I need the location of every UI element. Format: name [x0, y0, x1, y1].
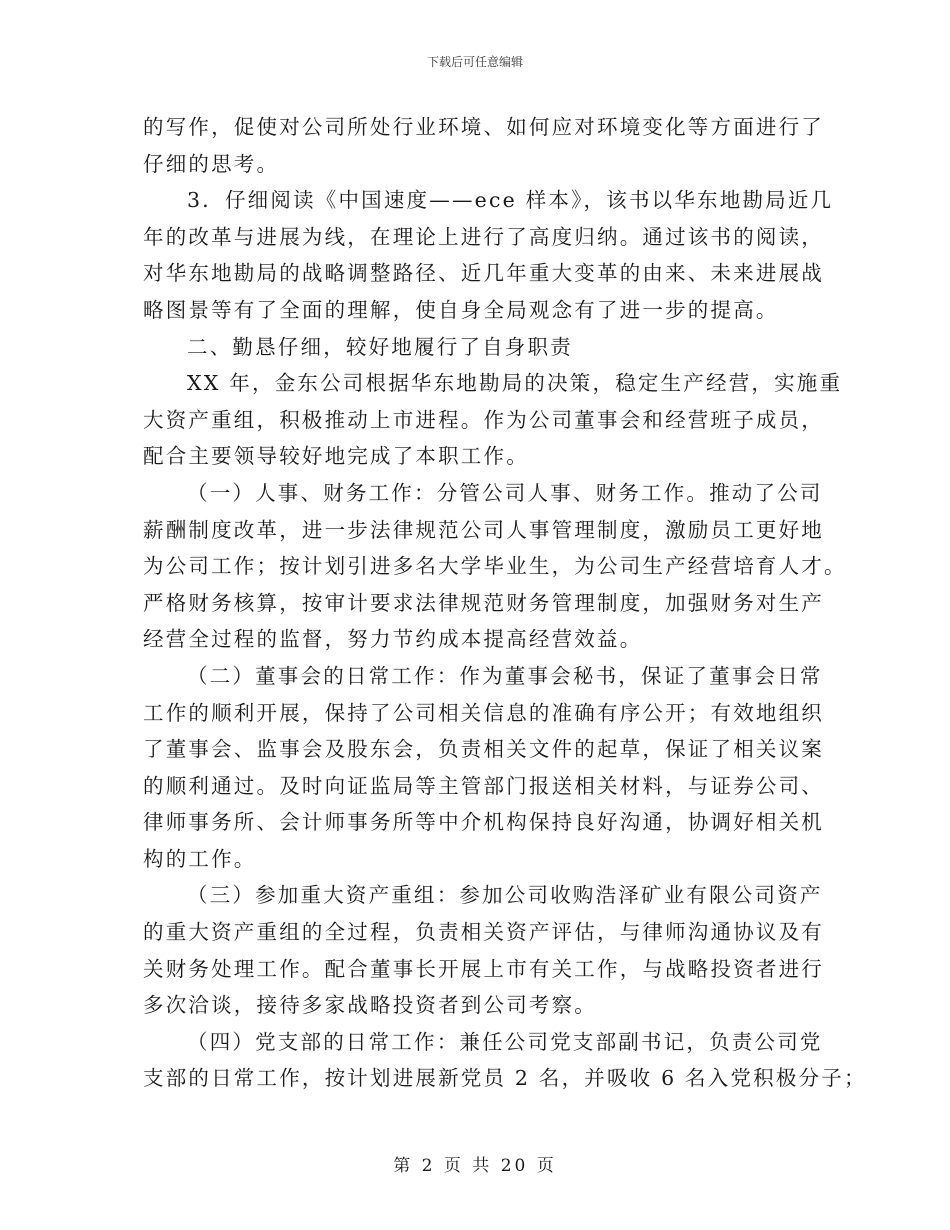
body-line: （三）参加重大资产重组：参加公司收购浩泽矿业有限公司资产: [187, 883, 823, 908]
body-line: 略图景等有了全面的理解，使自身全局观念有了进一步的提高。: [143, 297, 779, 322]
document-body: [143, 109, 867, 1097]
body-line: 3．仔细阅读《中国速度——ece 样本》，该书以华东地勘局近几: [187, 188, 834, 213]
body-line: 的顺利通过。及时向证监局等主管部门报送相关材料，与证券公司、: [143, 773, 824, 798]
body-line: 配合主要领导较好地完成了本职工作。: [143, 444, 529, 469]
body-line: 工作的顺利开展，保持了公司相关信息的准确有序公开；有效地组织: [143, 700, 824, 725]
body-line: XX 年，金东公司根据华东地勘局的决策，稳定生产经营，实施重: [187, 371, 843, 396]
body-line: 支部的日常工作，按计划进展新党员 2 名，并吸收 6 名入党积极分子；: [143, 1066, 867, 1091]
body-line: 关财务处理工作。配合董事长开展上市有关工作，与战略投资者进行: [143, 956, 824, 981]
body-line: 了董事会、监事会及股东会，负责相关文件的起草，保证了相关议案: [143, 737, 824, 762]
body-line: 构的工作。: [143, 846, 257, 871]
body-line: 律师事务所、会计师事务所等中介机构保持良好沟通，协调好相关机: [143, 810, 824, 835]
body-line: 经营全过程的监督，努力节约成本提高经营效益。: [143, 627, 643, 652]
body-line: 薪酬制度改革，进一步法律规范公司人事管理制度，激励员工更好地: [143, 517, 824, 542]
page-header: 下载后可任意编辑: [426, 55, 523, 69]
section-heading: 二、勤恳仔细，较好地履行了自身职责: [187, 334, 573, 359]
body-line: 的重大资产重组的全过程，负责相关资产评估，与律师沟通协议及有: [143, 920, 824, 945]
body-line: （二）董事会的日常工作：作为董事会秘书，保证了董事会日常: [187, 663, 823, 688]
body-line: 大资产重组，积极推动上市进程。作为公司董事会和经营班子成员，: [143, 407, 824, 432]
body-line: （四）党支部的日常工作：兼任公司党支部副书记，负责公司党: [187, 1029, 823, 1054]
body-line: 为公司工作；按计划引进多名大学毕业生，为公司生产经营培育人才。: [143, 554, 847, 579]
body-line: 多次洽谈，接待多家战略投资者到公司考察。: [143, 993, 597, 1018]
body-line: （一）人事、财务工作：分管公司人事、财务工作。推动了公司: [187, 480, 823, 505]
body-line: 仔细的思考。: [143, 151, 280, 176]
page-number: 第 2 页 共 20 页: [393, 1156, 557, 1176]
body-line: 年的改革与进展为线，在理论上进行了高度归纳。通过该书的阅读，: [143, 224, 824, 249]
body-line: 的写作，促使对公司所处行业环境、如何应对环境变化等方面进行了: [143, 115, 824, 139]
body-line: 对华东地勘局的战略调整路径、近几年重大变革的由来、未来进展战: [143, 261, 824, 286]
body-line: 严格财务核算，按审计要求法律规范财务管理制度，加强财务对生产: [143, 590, 824, 615]
